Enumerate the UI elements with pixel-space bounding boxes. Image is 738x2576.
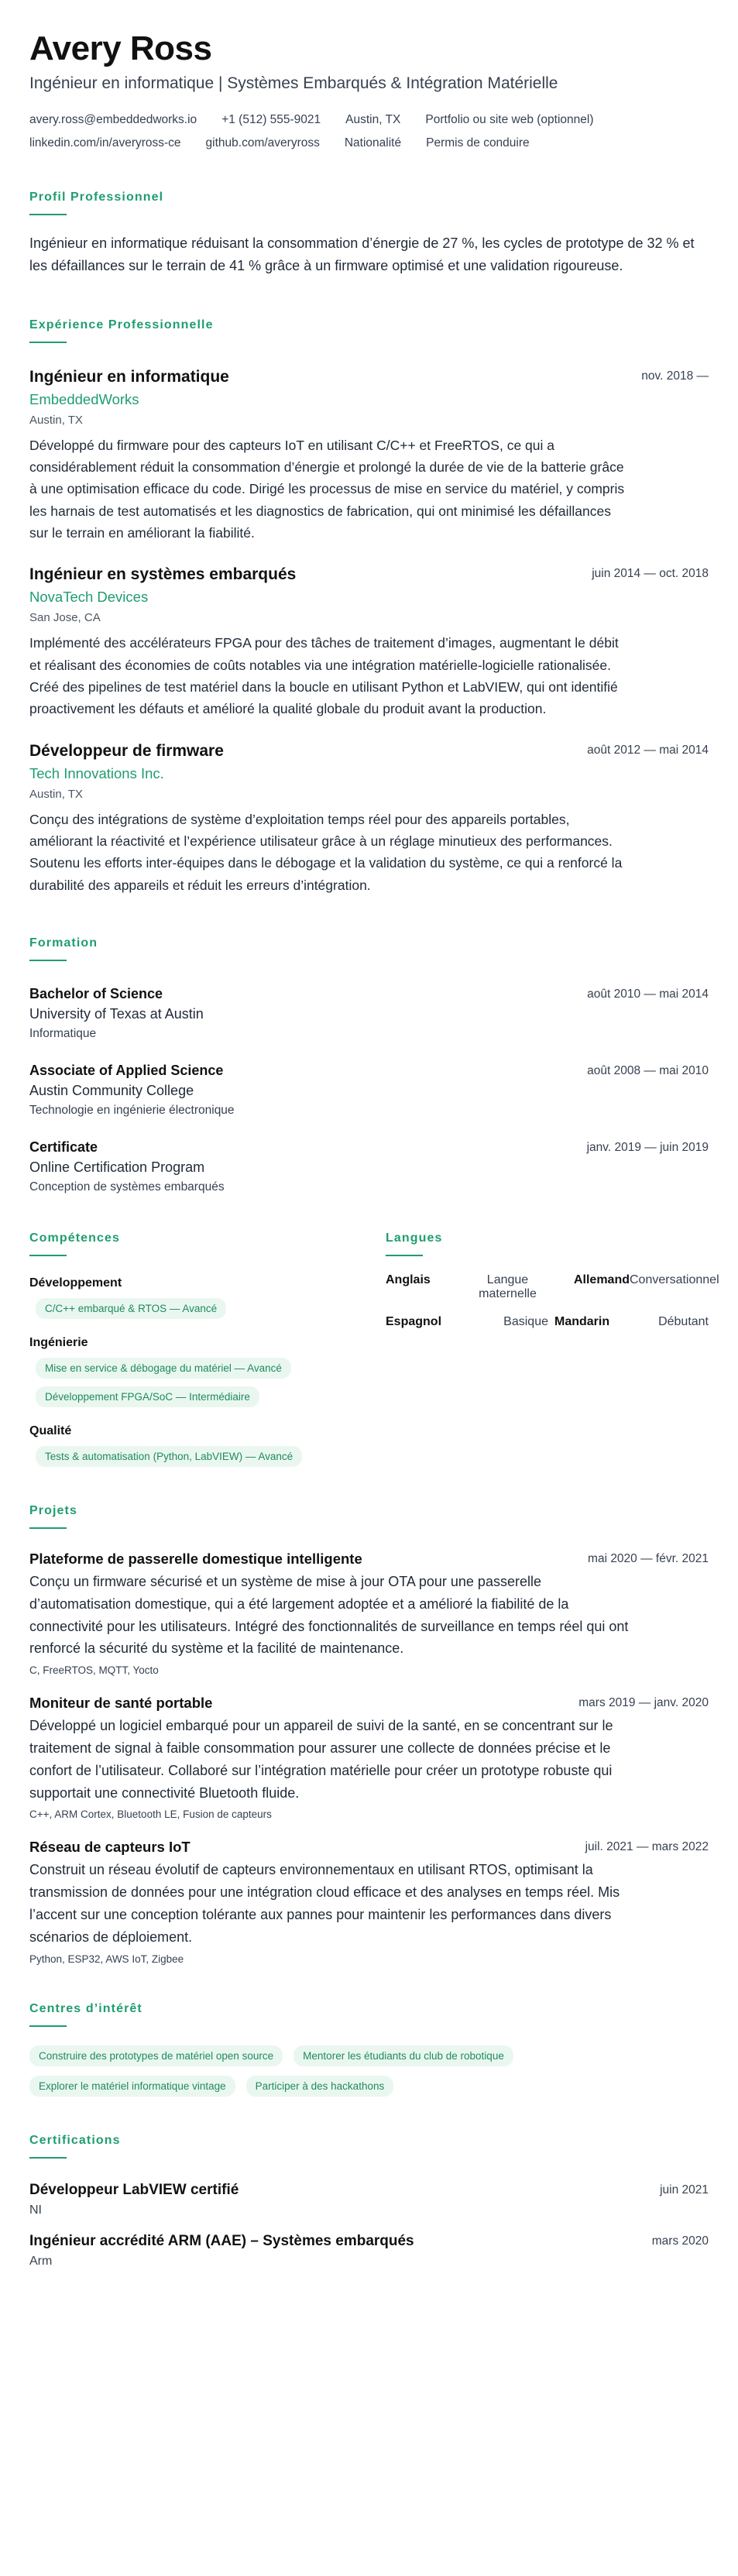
contact-license: Permis de conduire	[426, 136, 530, 150]
education-school: University of Texas at Austin	[29, 1005, 204, 1022]
project-dates: mars 2019 — janv. 2020	[578, 1696, 709, 1710]
project-tech: C, FreeRTOS, MQTT, Yocto	[29, 1664, 159, 1677]
projects-section	[29, 1504, 709, 1965]
job-description: Implémenté des accélérateurs FPGA pour des tâches de traitement d’images, augmentant le débit et réalisant des économies de coûts notables via une intégration matérielle-logicielle rationalisée. Créé des pipelines de test matériel dans la boucle en utilisant Python et LabVIEW, qui ont identifié proactivement les défauts et amélioré la qualité globale du produit avant la production.	[29, 635, 619, 717]
job-company: NovaTech Devices	[29, 589, 149, 606]
project-name: Plateforme de passerelle domestique intelligente	[29, 1550, 362, 1567]
skill-chip: Mise en service & débogage du matériel — Avancé	[36, 1358, 291, 1379]
language-level: Conversationnel	[630, 1273, 719, 1286]
job-role: Ingénieur en informatique	[29, 367, 229, 386]
education-item	[29, 1063, 709, 1118]
language-name: Allemand	[573, 1273, 630, 1286]
project-item	[29, 1695, 709, 1820]
contact-nationality: Nationalité	[344, 136, 402, 150]
contact-info	[29, 113, 709, 150]
section-divider	[29, 2025, 67, 2027]
job-company: Tech Innovations Inc.	[29, 764, 164, 781]
job-company: EmbeddedWorks	[29, 390, 139, 407]
project-dates: juil. 2021 — mars 2022	[585, 1840, 709, 1854]
interest-chip: Mentorer les étudiants du club de robotique	[293, 2045, 513, 2066]
skill-chip: C/C++ embarqué & RTOS — Avancé	[36, 1298, 226, 1319]
skill-chip: Développement FPGA/SoC — Intermédiaire	[36, 1386, 259, 1407]
languages-section	[386, 1231, 719, 1467]
interests-heading: Centres d’intérêt	[29, 2001, 142, 2015]
experience-item	[29, 368, 709, 544]
interests-section	[29, 2002, 709, 2097]
contact-email[interactable]: avery.ross@embeddedworks.io	[29, 113, 197, 127]
candidate-title: Ingénieur en informatique | Systèmes Embarqués & Intégration Matérielle	[29, 74, 558, 93]
job-description: Conçu des intégrations de système d’exploitation temps réel pour des appareils portables, améliorant la réactivité et l’expérience utilisateur grâce à un réglage minutieux des performances. Soutenu les efforts inter-équipes dans le débogage et la validation du système, ce qui a renforcé la durabilité des appareils et réduit les erreurs d’intégration.	[29, 811, 623, 893]
education-school: Online Certification Program	[29, 1159, 205, 1175]
contact-location: Austin, TX	[345, 113, 401, 127]
contact-phone[interactable]: +1 (512) 555-9021	[221, 113, 321, 127]
certifications-heading: Certifications	[29, 2133, 121, 2147]
skill-chip: Tests & automatisation (Python, LabVIEW) — Avancé	[36, 1446, 302, 1467]
profile-section	[29, 191, 709, 277]
experience-item	[29, 565, 709, 720]
language-level: Basique	[503, 1314, 548, 1328]
candidate-name: Avery Ross	[29, 29, 212, 67]
job-location: Austin, TX	[29, 787, 83, 801]
certification-issuer: NI	[29, 2203, 42, 2217]
languages-grid	[386, 1273, 719, 1329]
section-divider	[29, 342, 67, 343]
experience-item	[29, 742, 709, 896]
project-item	[29, 1839, 709, 1964]
interest-chip: Explorer le matériel informatique vintage	[29, 2076, 235, 2097]
language-level: Débutant	[658, 1314, 709, 1328]
certification-issuer: Arm	[29, 2254, 53, 2268]
project-name: Réseau de capteurs IoT	[29, 1839, 191, 1856]
certifications-section	[29, 2134, 709, 2269]
certification-item	[29, 2233, 709, 2269]
education-dates: août 2008 — mai 2010	[587, 1063, 709, 1077]
education-field: Technologie en ingénierie électronique	[29, 1103, 235, 1117]
interest-chip: Participer à des hackathons	[246, 2076, 394, 2097]
education-school: Austin Community College	[29, 1082, 194, 1098]
education-degree: Bachelor of Science	[29, 985, 163, 1001]
certification-date: mars 2020	[651, 2234, 709, 2248]
job-dates: nov. 2018 —	[641, 369, 709, 383]
section-divider	[386, 1255, 423, 1256]
project-description: Conçu un firmware sécurisé et un système de mise à jour OTA pour une passerelle d’automatisation domestique, qui a été largement adoptée et a amélioré la fiabilité de la connectivité pour les utilisateurs. Intégré des fonctionnalités de surveillance en temps réel qui ont renforcé la sécurité du système et la facilité de maintenance.	[29, 1573, 629, 1657]
language-name: Espagnol	[386, 1314, 442, 1328]
education-item	[29, 986, 709, 1041]
section-divider	[29, 1255, 67, 1256]
skill-chip-list	[29, 1358, 386, 1379]
job-location: San Jose, CA	[29, 611, 101, 625]
education-dates: août 2010 — mai 2014	[587, 987, 709, 1001]
education-field: Conception de systèmes embarqués	[29, 1180, 225, 1194]
education-degree: Certificate	[29, 1139, 98, 1155]
experience-heading: Expérience Professionnelle	[29, 318, 214, 331]
education-heading: Formation	[29, 936, 98, 950]
skill-category: Ingénierie	[29, 1335, 88, 1349]
certification-name: Ingénieur accrédité ARM (AAE) – Systèmes embarqués	[29, 2232, 414, 2249]
job-dates: juin 2014 — oct. 2018	[592, 567, 709, 581]
profile-summary: Ingénieur en informatique réduisant la consommation d’énergie de 27 %, les cycles de prototype de 32 % et les défaillances sur le terrain de 41 % grâce à un firmware optimisé et une validation rigoureuse.	[29, 235, 695, 274]
section-divider	[29, 2157, 67, 2159]
section-divider	[29, 214, 67, 215]
skills-languages-row	[29, 1231, 719, 1467]
job-role: Développeur de firmware	[29, 741, 224, 760]
interests-list	[29, 2045, 587, 2097]
skill-category: Qualité	[29, 1424, 72, 1437]
skill-category: Développement	[29, 1276, 122, 1290]
language-level: Langue maternelle	[479, 1273, 537, 1300]
language-name: Anglais	[386, 1273, 431, 1286]
certification-item	[29, 2182, 709, 2217]
contact-portfolio[interactable]: Portfolio ou site web (optionnel)	[425, 113, 594, 127]
project-description: Développé un logiciel embarqué pour un appareil de suivi de la santé, en se concentrant sur le traitement de signal à faible consommation pour assurer une collecte de données précise et le confort de l’utilisateur. Collaboré sur l’intégration matérielle pour créer un prototype robuste qui supportait une connectivité Bluetooth fluide.	[29, 1718, 613, 1801]
languages-heading: Langues	[386, 1231, 443, 1245]
interest-chip: Construire des prototypes de matériel open source	[29, 2045, 283, 2066]
education-item	[29, 1139, 709, 1194]
skill-chip-list	[29, 1446, 386, 1467]
skills-heading: Compétences	[29, 1231, 121, 1245]
education-section	[29, 936, 709, 1194]
job-location: Austin, TX	[29, 413, 83, 427]
skills-section	[29, 1231, 386, 1467]
job-dates: août 2012 — mai 2014	[587, 743, 709, 757]
skill-chip-list	[29, 1386, 386, 1407]
profile-heading: Profil Professionnel	[29, 191, 164, 204]
project-tech: Python, ESP32, AWS IoT, Zigbee	[29, 1953, 184, 1965]
section-divider	[29, 1527, 67, 1529]
job-role: Ingénieur en systèmes embarqués	[29, 565, 297, 584]
education-degree: Associate of Applied Science	[29, 1062, 224, 1078]
resume-header	[29, 31, 709, 150]
skill-chip-list	[29, 1298, 386, 1319]
projects-heading: Projets	[29, 1503, 77, 1517]
certification-name: Développeur LabVIEW certifié	[29, 2181, 239, 2198]
contact-linkedin[interactable]: linkedin.com/in/averyross-ce	[29, 136, 181, 150]
experience-section	[29, 318, 709, 896]
certification-date: juin 2021	[660, 2183, 709, 2196]
education-dates: janv. 2019 — juin 2019	[586, 1140, 709, 1154]
job-description: Développé du firmware pour des capteurs IoT en utilisant C/C++ et FreeRTOS, ce qui a considérablement réduit la consommation d’énergie et prolongé la durée de vie de la batterie grâce à une optimisation efficace du code. Dirigé les processus de mise en service du matériel, y compris les harnais de test automatisés et les diagnostics de fabrication, qui ont minimisé les défaillances sur le terrain en améliorant la fiabilité.	[29, 437, 625, 541]
language-name: Mandarin	[554, 1314, 610, 1328]
project-name: Moniteur de santé portable	[29, 1695, 213, 1712]
project-description: Construit un réseau évolutif de capteurs environnementaux en utilisant RTOS, optimisant la transmission de données pour une intégration cloud efficace et des analyses en temps réel. Mis l’accent sur une conception tolérante aux pannes pour maintenir les performances dans divers scénarios de déploiement.	[29, 1862, 620, 1945]
project-dates: mai 2020 — févr. 2021	[588, 1551, 709, 1565]
project-tech: C++, ARM Cortex, Bluetooth LE, Fusion de capteurs	[29, 1808, 272, 1821]
contact-github[interactable]: github.com/averyross	[205, 136, 320, 150]
education-field: Informatique	[29, 1026, 97, 1040]
project-item	[29, 1551, 709, 1676]
section-divider	[29, 960, 67, 961]
